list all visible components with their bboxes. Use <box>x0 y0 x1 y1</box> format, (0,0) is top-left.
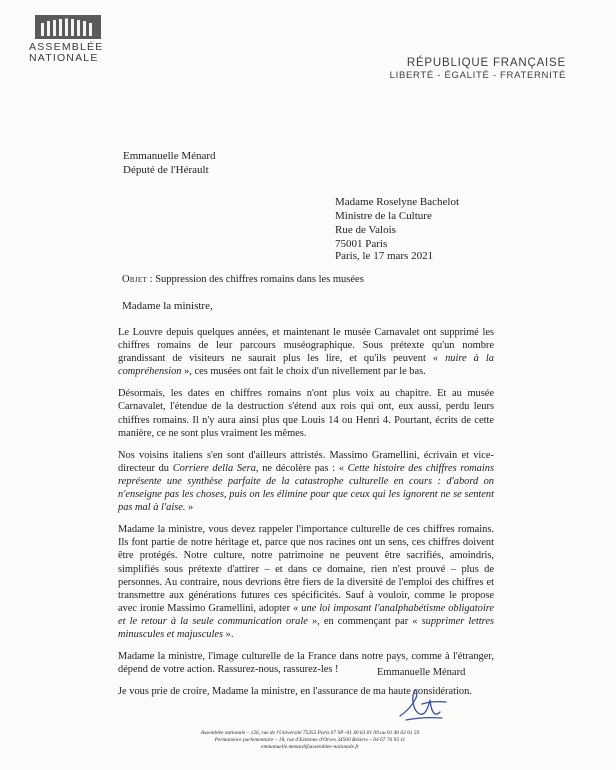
org-name-line2: NATIONALE <box>29 52 99 64</box>
letter-date: Paris, le 17 mars 2021 <box>335 250 434 262</box>
salutation: Madame la ministre, <box>122 300 213 312</box>
recipient-line: Rue de Valois <box>335 224 396 236</box>
body-paragraph: Désormais, les dates en chiffres romains n'ont plus voix au chapitre. Et au musée Carnavalet, l'étendue de la destruction s'étend aux rois qui ont, eux aussi, perdu leurs chiffres romains. Il n'y aura ainsi plus que Louis 14 ou Henri 4. Pourtant, écrits de cette manière, ce ne sont plus vraiment les mêmes. <box>118 388 494 439</box>
hemicycle-icon <box>35 15 101 39</box>
footer-contact <box>150 730 470 751</box>
body-paragraph: Le Louvre depuis quelques années, et maintenant le musée Carnavalet ont supprimé les chiffres romains de leur parcours muséographique. Sous prétexte qu'un nombre grandissant de visiteurs ne saurait plus les lire, et qu'ils peuvent « nuire à la compréhension », ces musées ont fait le choix d'un nivellement par le bas. <box>118 327 494 378</box>
sender-block <box>123 149 216 177</box>
republic-header <box>390 57 566 82</box>
body-paragraph: Nos voisins italiens s'en sont d'ailleurs attristés. Massimo Gramellini, écrivain et vice-directeur du Corriere della Sera, ne décolère pas : « Cette histoire des chiffres romains représente une synthèse parfaite de la catastrophe culturelle en cours : d'abord on n'enseigne pas les choses, puis on les élimine pour que ceux qui les ignorent ne se sentent pas mal à l'aise. » <box>118 449 494 514</box>
org-name-line1: ASSEMBLÉE <box>29 41 104 53</box>
body-paragraph: Madame la ministre, l'image culturelle de la France dans notre pays, comme à l'étranger, dépend de votre action. Rassurez-nous, rassurez-les ! <box>118 651 494 676</box>
subject-text: : Suppression des chiffres romains dans les musées <box>147 274 364 285</box>
letter-body <box>118 326 494 707</box>
handwritten-signature <box>392 682 452 726</box>
body-paragraph: Madame la ministre, vous devez rappeler l'importance culturelle de ces chiffres romains. Ils font partie de notre héritage et, parce que nos racines ont un sens, ces chiffres doivent être protégés. Notre culture, notre patrimoine ne peuvent être sacrifiés, amoindris, simplifiés sous prétexte d'attirer – et dans ce domaine, rien n'est prouvé – plus de personnes. Au contraire, nous devrions être fiers de la diversité de l'emploi des chiffres et transmettre aux générations futures ces spécificités. Sauf à vouloir, comme le propose avec ironie Massimo Gramellini, adopter « une loi imposant l'analphabétisme obligatoire et le retour à la seule communication orale », en commençant par « supprimer lettres minuscules et majuscules ». <box>118 524 494 640</box>
recipient-line: Ministre de la Culture <box>335 210 432 222</box>
footer-address: Assemblée nationale – 126, rue de l'Université 75355 Paris 07 SP -01 40 63 01 09 ou 01 40 63 01 59 <box>200 730 420 736</box>
assemblee-nationale-logo <box>29 15 109 64</box>
republic-motto: LIBERTÉ - ÉGALITÉ - FRATERNITÉ <box>389 70 566 81</box>
recipient-line: Madame Roselyne Bachelot <box>335 196 460 208</box>
footer-email: emmanuelle.menard@assemblee-nationale.fr <box>261 744 359 750</box>
subject-line <box>122 274 364 285</box>
recipient-line: 75001 Paris <box>335 238 388 250</box>
sender-name: Emmanuelle Ménard <box>123 150 216 162</box>
recipient-block <box>335 195 459 251</box>
closing-name: Emmanuelle Ménard <box>377 667 466 678</box>
republic-title: RÉPUBLIQUE FRANÇAISE <box>406 57 566 69</box>
body-paragraph: Je vous prie de croire, Madame la ministre, en l'assurance de ma haute considération. <box>118 686 472 698</box>
footer-permanence: Permanence parlementaire – 18, rue d'Estienne d'Orves 34500 Béziers – 04 67 76 93 11 <box>214 737 406 743</box>
subject-label: Objet <box>122 274 148 285</box>
sender-title: Député de l'Hérault <box>123 164 209 176</box>
